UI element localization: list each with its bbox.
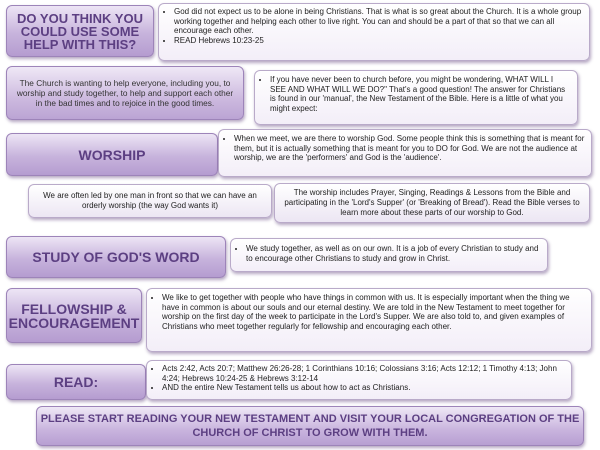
fellowship-text: • We like to get together with people who have things in common with us. It is especially important when the thing we have in common is about our souls and our eternal destiny. We are told in the New Testament to meet together for worship on the first day of the week to participate in the Lord's Supper. We are also told to, and given examples of Christians who meet together regularly for fellowship and encouraging each other. <box>162 293 585 331</box>
church-help-box <box>6 66 244 120</box>
help-info-box <box>158 3 590 61</box>
footer-box <box>36 406 584 446</box>
worship-heading-box <box>6 133 218 176</box>
worship-info-box <box>218 129 592 177</box>
read-verses: • Acts 2:42, Acts 20:7; Matthew 26:26-28; 1 Corinthians 10:16; Colossians 3:16; Acts 12:12; 1 Timothy 4:13; John 4:24; Hebrews 10:24-25 & Hebrews 3:12-14 <box>162 364 565 383</box>
study-heading-box <box>6 236 226 278</box>
help-bullet-2: • READ Hebrews 10:23-25 <box>174 36 583 46</box>
fellowship-info-box <box>146 288 592 352</box>
worship-leader-box <box>28 184 272 218</box>
worship-heading: WORSHIP <box>78 146 146 163</box>
footer-text: PLEASE START READING YOUR NEW TESTAMENT AND VISIT YOUR LOCAL CONGREGATION OF THE CHURCH OF CHRIST TO GROW WITH THEM. <box>40 413 580 439</box>
study-text: • We study together, as well as on our own. It is a job of every Christian to study and to encourage other Christians to study and grow in Christ. <box>246 244 541 263</box>
fellowship-heading-box <box>6 288 142 343</box>
worship-parts-box <box>274 183 590 223</box>
study-info-box <box>230 238 548 272</box>
read-heading-box <box>6 364 146 400</box>
help-heading-box <box>6 5 154 57</box>
fellowship-heading: FELLOWSHIP & ENCOURAGEMENT <box>8 300 140 331</box>
read-info-box <box>146 360 572 400</box>
help-bullet-1: • God did not expect us to be alone in being Christians. That is what is so great about the Church. It is a whole group working together and helping each other to live right. You can and should be a part of that so that we can all encourage each other. <box>174 7 583 36</box>
church-help-text: The Church is wanting to help everyone, including you, to worship and study together, to help and support each other in the bad times and to rejoice in the good times. <box>16 78 234 108</box>
what-to-expect-text: • If you have never been to church before, you might be wondering, WHAT WILL I SEE AND WHAT WILL WE DO?" That's a good question! The answer for Christians is found in our 'manual', the New Testament of the Bible. Here is a little of what you might expect: <box>270 75 571 113</box>
help-heading: DO YOU THINK YOU COULD USE SOME HELP WITH THIS? <box>17 10 143 52</box>
read-heading: READ: <box>53 374 99 390</box>
what-to-expect-box <box>254 70 578 125</box>
worship-text: • When we meet, we are there to worship God. Some people think this is something that is meant for them, but it is actually something that is meant for you to DO for God. We are not the audience at worship, we are the 'performers' and God is the 'audience'. <box>234 134 585 163</box>
worship-leader-text: We are often led by one man in front so that we can have an orderly worship (the way God wants it) <box>43 191 257 210</box>
worship-parts-text: The worship includes Prayer, Singing, Readings & Lessons from the Bible and participating in the 'Lord's Supper' (or 'Breaking of Bread'). Read the Bible verses to learn more about these parts of our worship to God. <box>284 188 580 217</box>
read-new-testament: • AND the entire New Testament tells us about how to act as Christians. <box>162 383 565 393</box>
study-heading: STUDY OF GOD'S WORD <box>32 249 200 265</box>
